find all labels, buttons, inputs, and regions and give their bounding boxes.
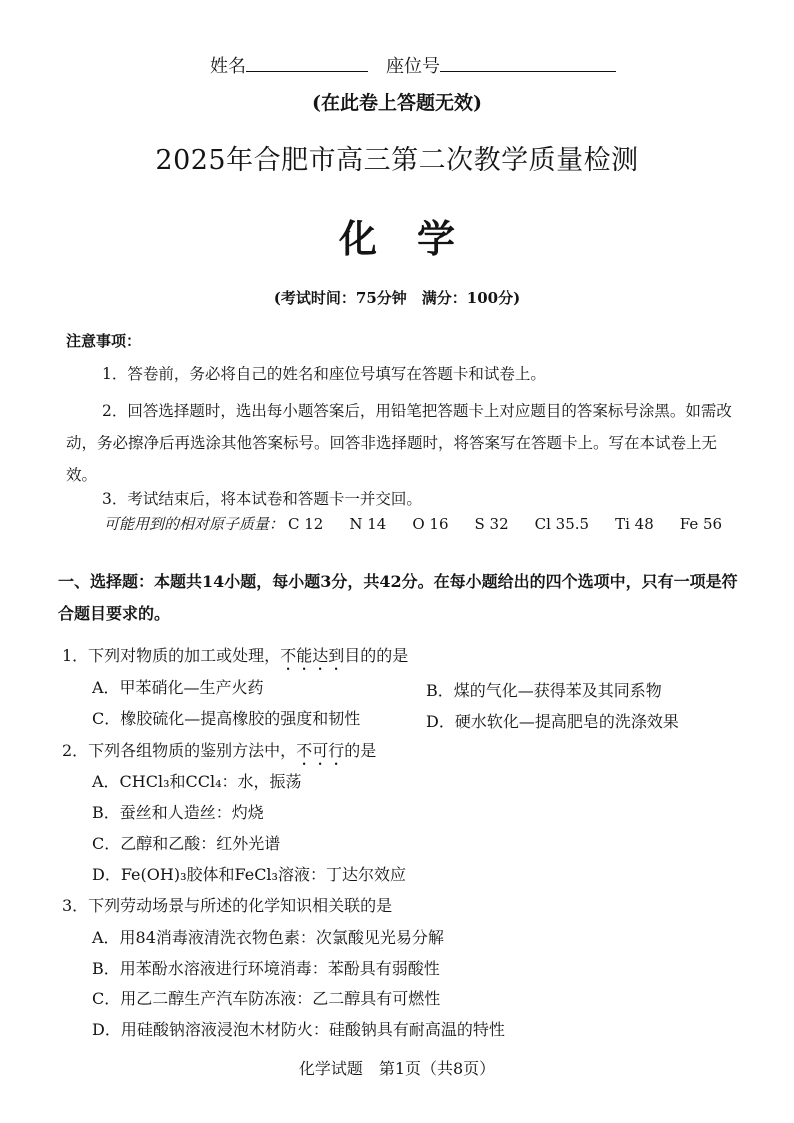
question-1-option-b: B．煤的气化—获得苯及其同系物 bbox=[426, 681, 662, 700]
question-3-stem-text: 3．下列劳动场景与所述的化学知识相关联的是 bbox=[62, 896, 393, 915]
atomic-mass-n: N 14 bbox=[349, 515, 387, 533]
atomic-masses bbox=[104, 513, 722, 534]
question-2-option-c: C．乙醇和乙酸：红外光谱 bbox=[92, 834, 281, 853]
invalid-note: (在此卷上答题无效) bbox=[312, 92, 482, 114]
question-2-option-b: B．蚕丝和人造丝：灼烧 bbox=[92, 803, 264, 822]
section-one-heading: 一、选择题：本题共14小题，每小题3分，共42分。在每小题给出的四个选项中，只有一项是符合题目要求的。 bbox=[58, 572, 738, 623]
exam-info: (考试时间：75分钟 满分：100分) bbox=[273, 289, 521, 307]
name-label: 姓名 bbox=[210, 56, 246, 77]
question-2-stem-end: 的是 bbox=[344, 741, 377, 760]
question-3-option-c: C．用乙二醇生产汽车防冻液：乙二醇具有可燃性 bbox=[92, 989, 441, 1008]
atomic-mass-c: C 12 bbox=[288, 515, 324, 533]
question-1-option-a: A．甲苯硝化—生产火药 bbox=[92, 678, 264, 697]
question-1-option-d: D．硬水软化—提高肥皂的洗涤效果 bbox=[426, 712, 679, 731]
name-blank bbox=[246, 53, 368, 72]
atomic-mass-s: S 32 bbox=[474, 515, 509, 533]
notice-item-1: 1．答卷前，务必将自己的姓名和座位号填写在答题卡和试卷上。 bbox=[102, 365, 546, 383]
question-1-stem bbox=[62, 643, 408, 674]
question-1-emphasis: 不能达到 bbox=[280, 646, 345, 665]
subject-title bbox=[0, 208, 794, 263]
exam-title: 2025年合肥市高三第二次教学质量检测 bbox=[155, 145, 639, 176]
question-2-option-a: A．CHCl₃和CCl₄：水，振荡 bbox=[92, 772, 302, 791]
question-1-stem-end: 目的的是 bbox=[344, 646, 409, 665]
page-footer: 化学试题 第1页（共8页） bbox=[298, 1059, 496, 1078]
atomic-mass-fe: Fe 56 bbox=[679, 515, 723, 533]
question-3-stem bbox=[62, 893, 392, 916]
subject-char-2: 学 bbox=[417, 216, 456, 261]
seat-blank bbox=[440, 53, 616, 72]
atomic-mass-o: O 16 bbox=[412, 515, 449, 533]
question-2-emphasis: 不可行 bbox=[296, 741, 345, 760]
seat-label: 座位号 bbox=[386, 56, 440, 77]
notice-item-3: 3．考试结束后，将本试卷和答题卡一并交回。 bbox=[102, 490, 422, 508]
question-1-stem-text: 1．下列对物质的加工或处理， bbox=[62, 646, 281, 665]
subject-char-1: 化 bbox=[338, 216, 377, 261]
atomic-masses-label: 可能用到的相对原子质量： bbox=[104, 515, 285, 533]
candidate-info-line bbox=[210, 52, 616, 78]
notice-item-2: 2．回答选择题时，选出每小题答案后，用铅笔把答题卡上对应题目的答案标号涂黑。如需改动，务必擦净后再选涂其他答案标号。回答非选择题时，将答案写在答题卡上。写在本试卷上无效。 bbox=[66, 402, 732, 484]
question-2-option-d: D．Fe(OH)₃胶体和FeCl₃溶液：丁达尔效应 bbox=[92, 865, 406, 884]
notice-heading: 注意事项： bbox=[66, 332, 142, 350]
question-1-option-c: C．橡胶硫化—提高橡胶的强度和韧性 bbox=[92, 709, 361, 728]
atomic-mass-ti: Ti 48 bbox=[615, 515, 654, 533]
question-2-stem bbox=[62, 738, 376, 769]
atomic-mass-cl: Cl 35.5 bbox=[534, 515, 590, 533]
question-3-option-d: D．用硅酸钠溶液浸泡木材防火：硅酸钠具有耐高温的特性 bbox=[92, 1020, 505, 1039]
question-3-option-b: B．用苯酚水溶液进行环境消毒：苯酚具有弱酸性 bbox=[92, 959, 440, 978]
question-2-stem-text: 2．下列各组物质的鉴别方法中， bbox=[62, 741, 297, 760]
question-3-option-a: A．用84消毒液清洗衣物色素：次氯酸见光易分解 bbox=[92, 928, 444, 947]
